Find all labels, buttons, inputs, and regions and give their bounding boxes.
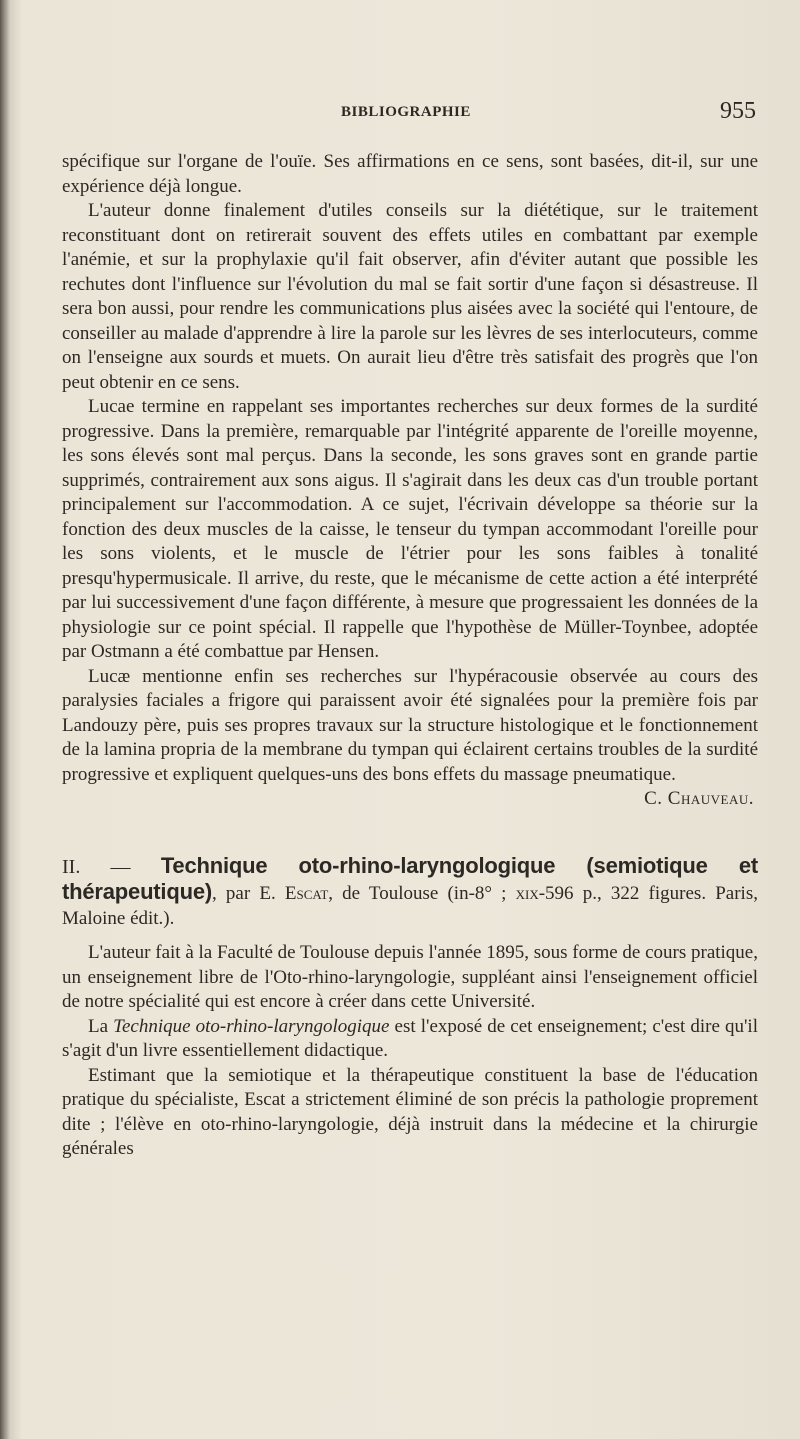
paragraph-technique-suffix: est l'exposé de cet enseignement; c'est dire qu'il s'agit d'un livre essentiellement didactique. xyxy=(62,1015,758,1061)
paragraph-lucae-hyperacousie xyxy=(62,665,758,809)
page-header xyxy=(0,98,800,128)
book-title: Technique oto-rhino-laryngologique xyxy=(113,1015,390,1037)
section-author-prefix: , par E. xyxy=(212,883,285,904)
page-number: 955 xyxy=(720,98,756,124)
body-text xyxy=(62,150,758,1162)
paragraph-semiotique: Estimant que la semiotique et la thérapeutique constituent la base de l'éducation pratique du spécialiste, Escat a strictement éliminé de son précis la pathologie proprement dite ; l'élève en oto-rhino-laryngologie, déjà instruit dans la médecine et la chirurgie générales xyxy=(62,1064,758,1159)
section-pages-roman: xix xyxy=(515,883,539,904)
paragraph-advice: L'auteur donne finalement d'utiles conseils sur la diététique, sur le traitement reconstituant dont on retirerait souvent des effets utiles en combattant par exemple l'anémie, et sur la prophylaxie qu'il fait observer, afin d'éviter autant que possible les rechutes dont l'influence sur l'évolution du mal se fait sortir d'une façon si désastreuse. Il sera bon aussi, pour rendre les communications plus aisées avec la société qui l'entoure, de conseiller au malade d'apprendre à lire la parole sur les lèvres de ses interlocuteurs, comme on l'enseigne aux sourds et muets. On aurait lieu d'être très satisfait des progrès que l'on peut obtenir en ce sens. xyxy=(62,200,758,393)
section-details-suffix: -596 p., 322 figures. Paris, Maloine édit.). xyxy=(62,883,758,929)
section-details-prefix: , de Toulouse (in-8° ; xyxy=(328,883,516,904)
section-title xyxy=(62,854,758,932)
reviewer-signature: C. Chauveau. xyxy=(644,788,754,809)
running-title: BIBLIOGRAPHIE xyxy=(341,104,471,120)
section-number: II. — xyxy=(62,855,161,878)
paragraph-technique-prefix: La xyxy=(88,1015,114,1037)
paragraph-continuation: spécifique sur l'organe de l'ouïe. Ses affirmations en ce sens, sont basées, dit-il, sur une expérience déjà longue. xyxy=(62,151,758,197)
paragraph-course: L'auteur fait à la Faculté de Toulouse depuis l'année 1895, sous forme de cours pratique, un enseignement libre de l'Oto-rhino-laryngologie, suppléant ainsi l'enseignement officiel de notre spécialité qui est encore à créer dans cette Université. xyxy=(62,942,758,1012)
section-author-name: Escat xyxy=(284,883,329,904)
paragraph-lucae-research: Lucae termine en rappelant ses importantes recherches sur deux formes de la surdité progressive. Dans la première, remarquable par l'intégrité apparente de l'oreille moyenne, les sons élevés sont mal perçus. Dans la seconde, les sons graves sont en grande partie supprimés, contrairement aux sons aigus. Il s'agirait dans les deux cas d'un trouble portant principalement sur l'accommodation. A ce sujet, l'écrivain développe sa théorie sur la fonction des deux muscles de la caisse, le tenseur du tympan accommodant l'oreille pour les sons violents, et le muscle de l'étrier pour les sons faibles à tonalité presqu'hypermusicale. Il arrive, du reste, que le mécanisme de cette action a été interprété par lui successivement d'une façon différente, à mesure que progressaient les données de la physiologie sur ce point spécial. Il rappelle que l'hypothèse de Müller-Toynbee, adoptée par Ostmann a été combattue par Hensen. xyxy=(62,396,758,662)
paragraph-technique xyxy=(62,1015,758,1064)
section-heading: Technique oto-rhino-laryngologique (semiotique et thérapeutique) xyxy=(62,852,758,904)
paragraph-lucae-hyperacousie-text: Lucæ mentionne enfin ses recherches sur l'hypéracousie observée au cours des paralysies faciales a frigore qui paraissent avoir été signalées pour la première fois par Landouzy père, puis ses propres travaux sur la structure histologique et le fonctionnement de la lamina propria de la membrane du tympan qui éclairent certains troubles de la surdité progressive et expliquent quelques-uns des bons effets du massage pneumatique. xyxy=(62,665,758,785)
